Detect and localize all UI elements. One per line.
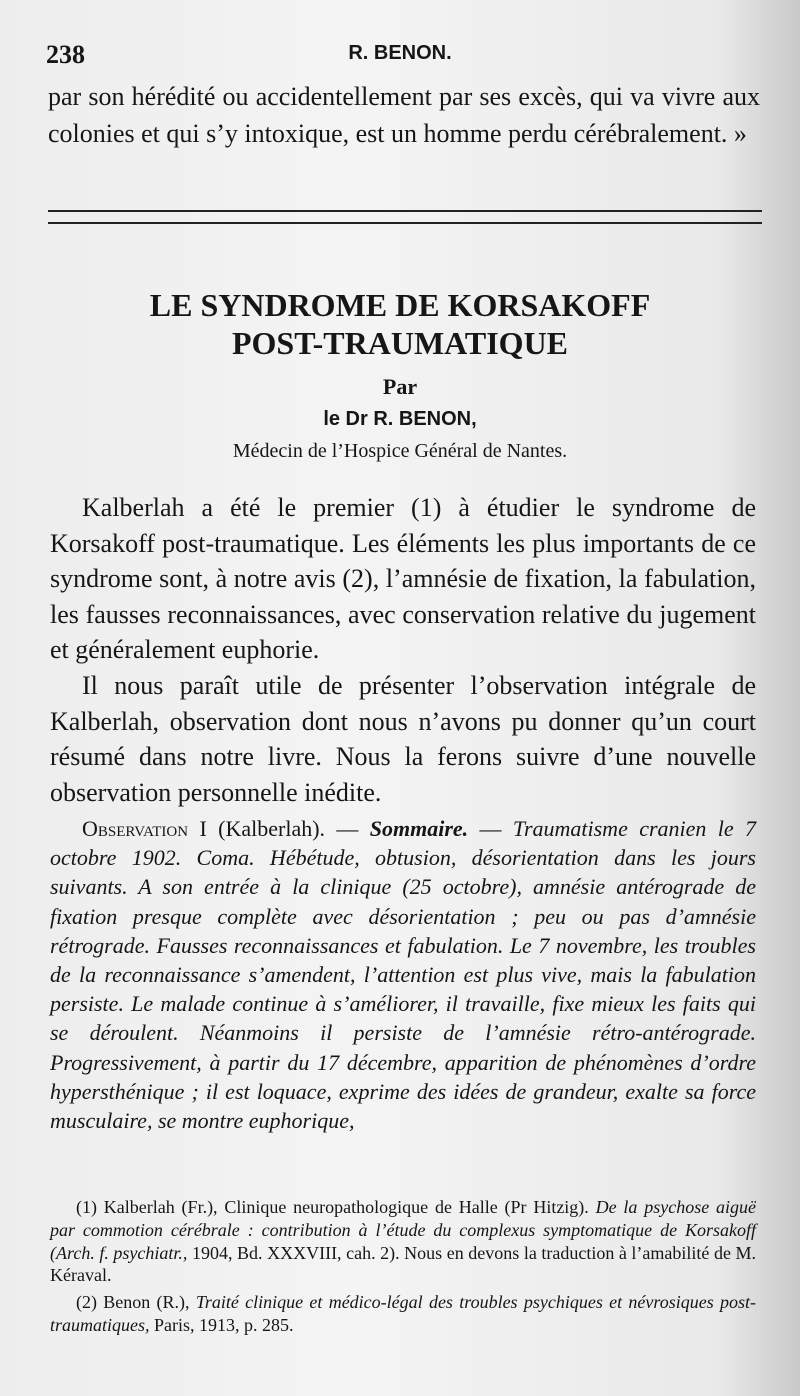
observation-dash: — [468, 816, 513, 841]
footnote-2-title: Traité clinique et médico-légal des troubles psychiques et névrosiques post-traumatiques, [50, 1292, 756, 1335]
footnote-2-rest: Paris, 1913, p. 285. [149, 1314, 294, 1335]
footnote-1-text: (1) Kalberlah (Fr.), Clinique neuropathologique de Halle (Pr Hitzig). [76, 1197, 596, 1217]
body-paragraph-2: Il nous paraît utile de présenter l’observation intégrale de Kalberlah, observation dont nous n’avons pu donner qu’un court résumé dans notre livre. Nous la ferons suivre d’une nouvelle observation personnelle inédite. [50, 670, 756, 807]
running-title: R. BENON. [348, 42, 452, 64]
article-title-line-1: LE SYNDROME DE KORSAKOFF [149, 287, 651, 323]
observation-summary [50, 814, 756, 1135]
article-title [0, 286, 800, 362]
observation-label: Observation I [82, 816, 207, 841]
footnote-2-text: (2) Benon (R.), [76, 1292, 196, 1313]
running-head [46, 40, 754, 74]
section-rule-bottom [48, 222, 762, 224]
section-rule-top [48, 210, 762, 212]
article-body [50, 490, 756, 810]
observation-source: (Kalberlah). — [206, 816, 370, 841]
footnote-2 [50, 1291, 756, 1337]
observation-text: Traumatisme cranien le 7 octobre 1902. Coma. Hébétude, obtusion, désorientation dans les jours suivants. A son entrée à la clinique (25 octobre), amnésie antérograde de fixation presque complète avec désorientation ; peu ou pas d’amnésie rétrograde. Fausses reconnaissances et fabulation. Le 7 novembre, les troubles de la reconnaissance s’amendent, l’attention est plus vive, mais la fabulation persiste. Le malade continue à s’améliorer, il travaille, fixe mieux les faits qui se déroulent. Néanmoins il persiste de l’amnésie rétro-antérograde. Progressivement, à partir du 17 décembre, apparition de phénomènes d’ordre hypersthénique ; il est loquace, exprime des idées de grandeur, exalte sa force musculaire, se montre euphorique, [50, 816, 757, 1134]
byline-par: Par [382, 374, 418, 399]
footnote-1-rest: 1904, Bd. XXXVIII, cah. 2). Nous en devons la traduction à l’amabilité de M. Kéraval. [50, 1242, 756, 1286]
footnotes [50, 1196, 756, 1341]
continuation-text: par son hérédité ou accidentellement par ses excès, qui va vivre aux colonies et qui s’y intoxique, est un homme perdu cérébralement. » [48, 82, 760, 148]
article-title-line-2: POST-TRAUMATIQUE [231, 325, 569, 361]
author-affiliation: Médecin de l’Hospice Général de Nantes. [232, 440, 568, 462]
footnote-1-title: De la psychose aiguë par commotion cérébrale : contribution à l’étude du complexus symptomatique de Korsakoff (Arch. f. psychiatr., [50, 1197, 756, 1263]
page-number: 238 [46, 40, 85, 69]
author-name: le Dr R. BENON, [323, 408, 477, 430]
sommaire-label: Sommaire. [369, 816, 469, 841]
footnote-1 [50, 1196, 756, 1287]
body-paragraph-1: Kalberlah a été le premier (1) à étudier le syndrome de Korsakoff post-traumatique. Les éléments les plus importants de ce syndrome sont, à notre avis (2), l’amnésie de fixation, la fabulation, les fausses reconnaissances, avec conservation relative du jugement et généralement euphorie. [50, 493, 756, 665]
